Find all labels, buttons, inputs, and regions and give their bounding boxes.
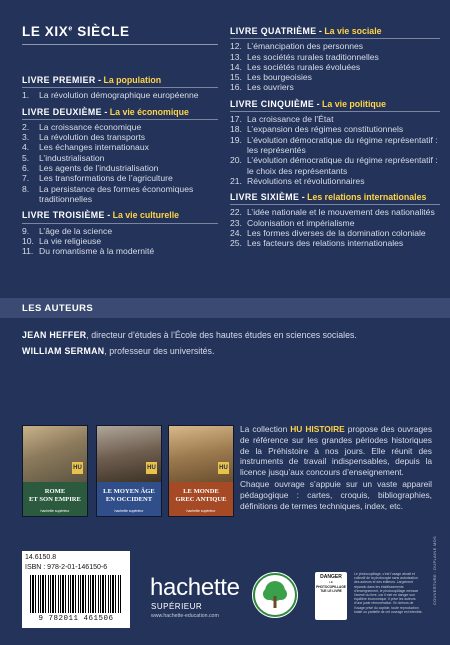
- livre-heading: LIVRE QUATRIÈME - La vie sociale: [230, 26, 382, 36]
- livre-divider: [230, 204, 440, 205]
- chapter-entry: 16. Les ouvriers: [230, 82, 294, 93]
- livre-divider: [230, 38, 440, 39]
- publisher-imprint: SUPÉRIEUR: [151, 602, 203, 611]
- isbn-panel: [22, 551, 130, 628]
- hu-badge: HU: [218, 462, 229, 474]
- chapter-entry: 10. La vie religieuse: [22, 235, 102, 246]
- livre-heading: LIVRE DEUXIÈME - La vie économique: [22, 106, 189, 117]
- chapter-entry: 12. L’émancipation des personnes: [230, 41, 364, 52]
- book-cover-grec-antique: [168, 425, 234, 517]
- chapter-entry: 18. L’expansion des régimes constitutionnels: [230, 124, 404, 135]
- chapter-entry: 1. La révolution démographique européenne: [22, 90, 199, 101]
- livre-divider: [22, 87, 218, 88]
- cover-publisher: hachette supérieur: [186, 509, 216, 513]
- livre-divider: [22, 119, 218, 120]
- chapter-entry: 5. L’industrialisation: [22, 152, 105, 163]
- cover-title: LE MONDE GREC ANTIQUE: [175, 488, 227, 503]
- chapter-entry: 6. Les agents de l’industrialisation: [22, 163, 159, 174]
- hu-badge: HU: [146, 462, 157, 474]
- cover-publisher: hachette supérieur: [114, 509, 144, 513]
- barcode: [30, 575, 122, 613]
- photocopy-notice: Le photocopillage, c’est l’usage abusif et collectif de la photocopie sans autorisation des auteurs et des éditeurs. Largement répandu dans les établissements d’enseignement, le photocopillage menace l’avenir du livre, car il met en danger son équilibre économique. Il prive les auteurs d’une juste rémunération. En dehors de l’usage privé du copiste, toute reproduction totale ou partielle de cet ouvrage est interdite.: [354, 572, 423, 614]
- chapter-entry: 22. L’idée nationale et le mouvement des nationalités: [230, 207, 435, 218]
- hu-badge: HU: [72, 462, 83, 474]
- livre-heading: LIVRE CINQUIÈME - La vie politique: [230, 98, 387, 109]
- chapter-entry: 15. Les bourgeoisies: [230, 72, 312, 83]
- chapter-entry: 11. Du romantisme à la modernité: [22, 246, 155, 257]
- book-cover-moyen-age: [96, 425, 162, 517]
- publisher-logo: hachette: [150, 574, 240, 601]
- livre-heading: LIVRE PREMIER - La population: [22, 75, 162, 85]
- chapter-entry: 13. Les sociétés rurales traditionnelles: [230, 51, 379, 62]
- barcode-digits: 9 782011 461506: [38, 615, 114, 623]
- cover-title: LE MOYEN ÂGE EN OCCIDENT: [103, 488, 155, 503]
- cover-publisher: hachette supérieur: [40, 509, 70, 513]
- collection-description: [240, 424, 432, 511]
- chapter-entry: 23. Colonisation et impérialisme: [230, 217, 355, 228]
- book-cover-rome: [22, 425, 88, 517]
- livre-heading: LIVRE SIXIÈME - Les relations internationales: [230, 192, 427, 203]
- chapter-entry: 24. Les formes diverses de la domination coloniale: [230, 228, 426, 239]
- chapter-entry: 2. La croissance économique: [22, 121, 142, 132]
- chapter-entry: 8. La persistance des formes économiques traditionnelles: [22, 183, 194, 204]
- chapter-entry: 20. L’évolution démocratique du régime représentatif : le choix des représentants: [230, 155, 438, 176]
- publisher-url: www.hachette-education.com: [151, 613, 219, 619]
- livre-divider: [230, 111, 440, 112]
- product-code: 14.6150.8: [25, 554, 57, 561]
- chapter-entry: 9. L’âge de la science: [22, 225, 113, 236]
- description-para-1: La collection HU HISTOIRE propose des ouvrages de référence sur les grandes périodes historiques de la Préhistoire à nos jours. Elle réunit des instruments de travail indispensables, depuis la licence jusqu’aux concours d’enseignement.: [240, 424, 433, 478]
- chapter-entry: 19. L’évolution démocratique du régime représentatif : les représentés: [230, 134, 438, 155]
- series-title: LE XIXe SIÈCLE: [22, 24, 130, 39]
- danger-photocopy-logo: DANGER LE PHOTOCOPILLAGE TUE LE LIVRE: [315, 572, 347, 620]
- title-divider: [22, 44, 218, 45]
- chapter-entry: 21. Révolutions et révolutionnaires: [230, 175, 365, 186]
- chapter-entry: 25. Les facteurs des relations internationales: [230, 238, 404, 249]
- toc-left-column: [22, 75, 218, 256]
- chapter-entry: 3. La révolution des transports: [22, 132, 146, 143]
- livre-divider: [22, 223, 218, 224]
- authors-heading: LES AUTEURS: [22, 303, 94, 314]
- description-para-2: Chaque ouvrage s’appuie sur un vaste appareil pédagogique : cartes, croquis, bibliographies, définitions de termes techniques, index, etc.: [240, 478, 432, 511]
- isbn-number: ISBN : 978-2-01-146150-6: [25, 564, 108, 571]
- chapter-entry: 17. La croissance de l’État: [230, 114, 334, 125]
- chapter-entry: 14. Les sociétés rurales évoluées: [230, 61, 361, 72]
- cover-title: ROME ET SON EMPIRE: [29, 488, 81, 503]
- author-serman: WILLIAM SERMAN, professeur des universités.: [22, 346, 215, 356]
- chapter-entry: 7. Les transformations de l’agriculture: [22, 173, 173, 184]
- tree-icon: [252, 572, 298, 618]
- chapter-entry: 4. Les échanges internationaux: [22, 142, 149, 153]
- toc-right-column: [230, 26, 440, 249]
- livre-heading: LIVRE TROISIÈME - La vie culturelle: [22, 210, 180, 221]
- collection-name: HU HISTOIRE: [290, 424, 345, 434]
- author-heffer: JEAN HEFFER, directeur d’études à l’École des hautes études en sciences sociales.: [22, 330, 357, 340]
- cover-credit: COUVERTURE : DUPLAINE MOS: [432, 536, 437, 605]
